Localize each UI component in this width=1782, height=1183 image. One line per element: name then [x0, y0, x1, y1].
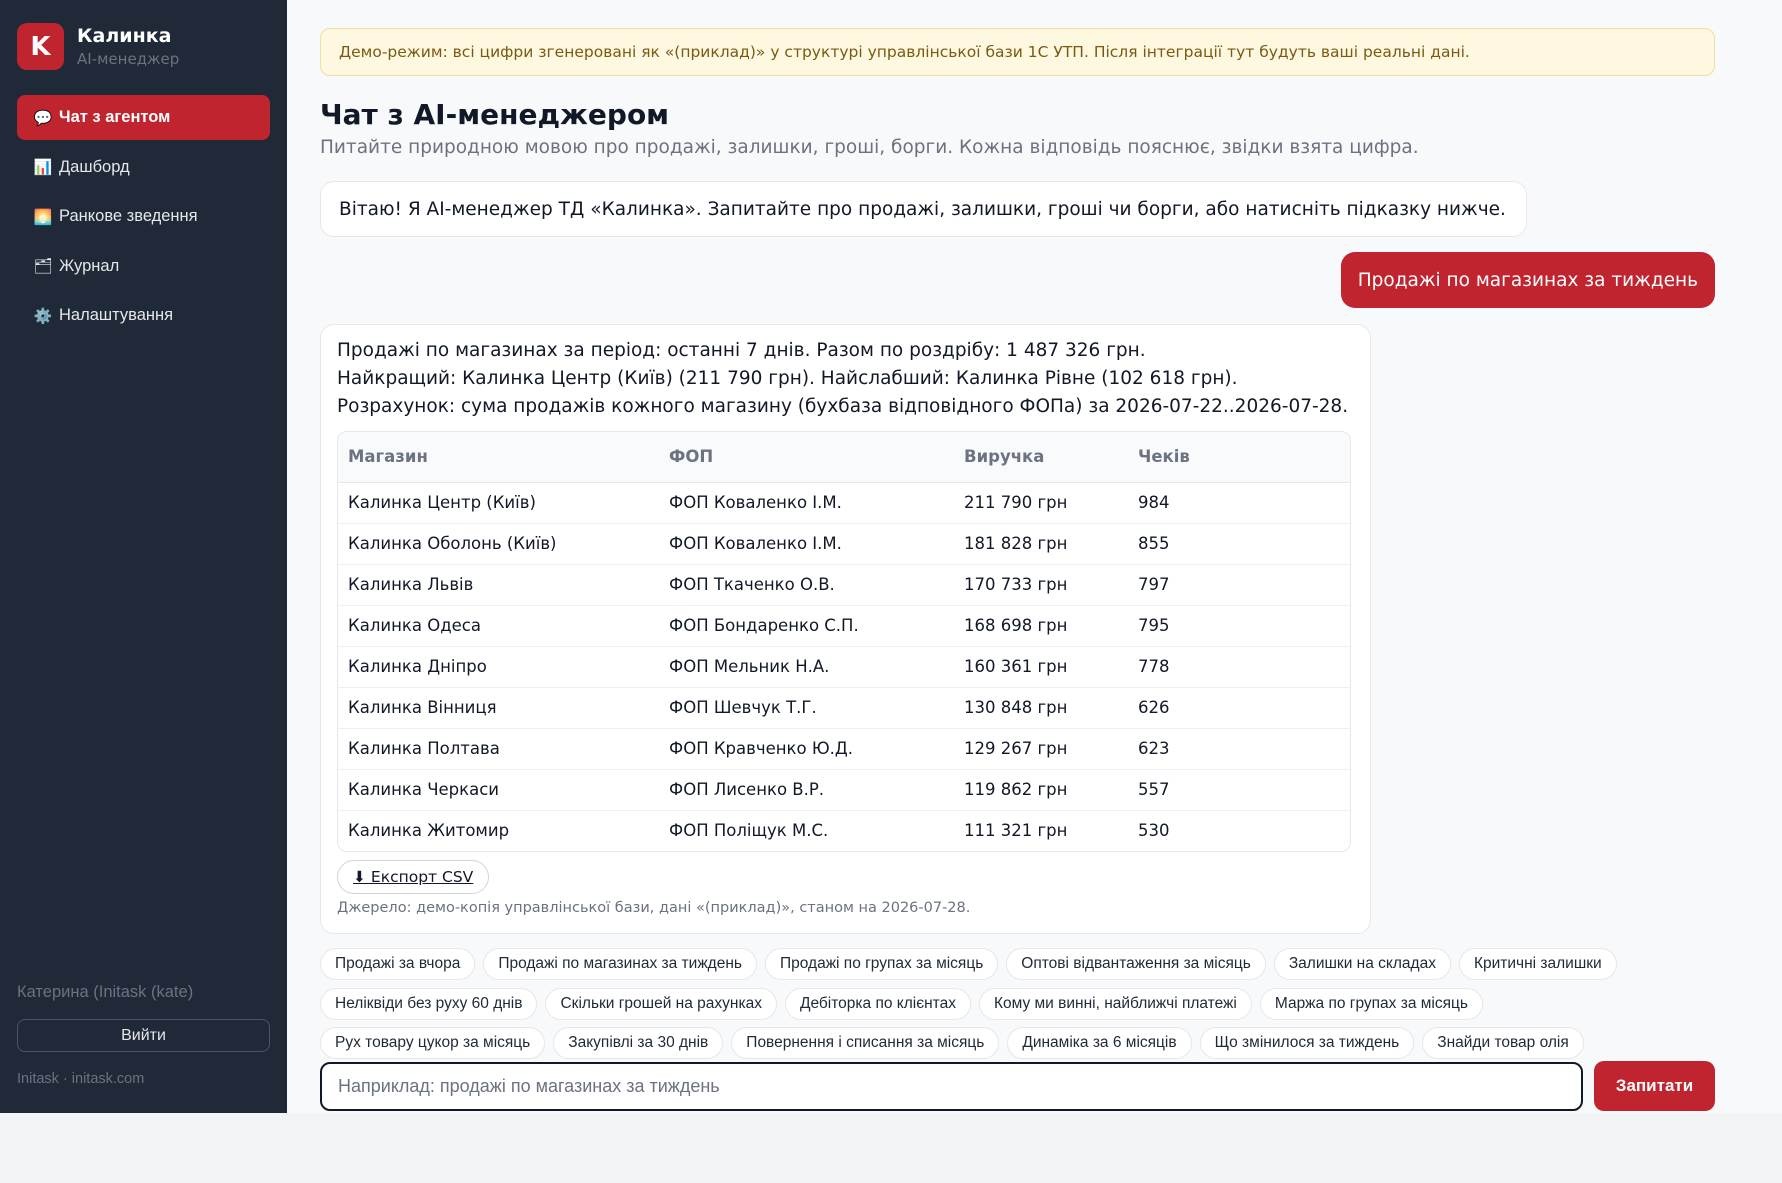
- suggestion-chip[interactable]: Критичні залишки: [1459, 948, 1617, 980]
- table-row: [338, 564, 1350, 605]
- table-cell: 626: [1128, 687, 1350, 728]
- sidebar-item-label: Ранкове зведення: [59, 207, 198, 225]
- table-cell: 170 733 грн: [954, 564, 1128, 605]
- table-row: [338, 687, 1350, 728]
- table-cell: ФОП Шевчук Т.Г.: [659, 687, 954, 728]
- user-name: Катерина (Initask (kate): [17, 983, 194, 1001]
- sidebar-item-2[interactable]: [17, 194, 270, 239]
- table-row: [338, 605, 1350, 646]
- answer-summary-line: Продажі по магазинах за період: останні 7 днів. Разом по роздрібу: 1 487 326 грн.: [337, 340, 1146, 361]
- sidebar-item-3[interactable]: [17, 244, 270, 289]
- table-cell: Калинка Полтава: [338, 728, 659, 769]
- page-title: Чат з AI-менеджером: [320, 98, 670, 131]
- bot-greeting-message: Вітаю! Я AI-менеджер ТД «Калинка». Запитайте про продажі, залишки, гроші чи борги, або натисніть підказку нижче.: [320, 181, 1527, 237]
- sidebar-item-label: Дашборд: [59, 157, 130, 176]
- table-cell: ФОП Ткаченко О.В.: [659, 564, 954, 605]
- suggestion-row: [320, 948, 1720, 981]
- suggestion-chip[interactable]: Знайди товар олія: [1422, 1027, 1584, 1059]
- page-subtitle: Питайте природною мовою про продажі, залишки, гроші, борги. Кожна відповідь пояснює, звідки взята цифра.: [320, 137, 1419, 158]
- column-header: Магазин: [338, 432, 659, 482]
- table-cell: 623: [1128, 728, 1350, 769]
- sidebar-item-label: Журнал: [59, 256, 120, 275]
- table-header-row: [338, 432, 1350, 482]
- user-message: Продажі по магазинах за тиждень: [1341, 252, 1715, 308]
- table-cell: 557: [1128, 769, 1350, 810]
- sidebar-footer: Initask · initask.com: [17, 1071, 145, 1087]
- suggestion-chip[interactable]: Скільки грошей на рахунках: [545, 988, 776, 1020]
- brand-subtitle: AI-менеджер: [77, 49, 180, 68]
- table-cell: 530: [1128, 810, 1350, 851]
- table-cell: 130 848 грн: [954, 687, 1128, 728]
- table-cell: 181 828 грн: [954, 523, 1128, 564]
- table-cell: 168 698 грн: [954, 605, 1128, 646]
- sidebar-nav: [17, 95, 270, 343]
- journal-icon: 🗂: [33, 258, 53, 275]
- dashboard-icon: 📊: [33, 159, 53, 176]
- table-cell: 855: [1128, 523, 1350, 564]
- suggestion-chip[interactable]: Дебіторка по клієнтах: [785, 988, 971, 1020]
- sidebar-item-1[interactable]: [17, 145, 270, 190]
- suggestion-chip[interactable]: Повернення і списання за місяць: [731, 1027, 999, 1059]
- suggestion-chip[interactable]: Рух товару цукор за місяць: [320, 1027, 545, 1059]
- table-cell: ФОП Лисенко В.Р.: [659, 769, 954, 810]
- table-cell: 984: [1128, 482, 1350, 523]
- column-header: ФОП: [659, 432, 954, 482]
- table-cell: 211 790 грн: [954, 482, 1128, 523]
- suggestion-chip[interactable]: Продажі по групах за місяць: [765, 948, 998, 980]
- table-cell: Калинка Вінниця: [338, 687, 659, 728]
- table-cell: ФОП Кравченко Ю.Д.: [659, 728, 954, 769]
- table-cell: Калинка Оболонь (Київ): [338, 523, 659, 564]
- table-cell: ФОП Бондаренко С.П.: [659, 605, 954, 646]
- export-csv-button[interactable]: ⬇ Експорт CSV: [337, 860, 489, 894]
- main-content: [287, 0, 1782, 1113]
- table-cell: ФОП Поліщук М.С.: [659, 810, 954, 851]
- table-row: [338, 810, 1350, 851]
- suggestion-row: [320, 1027, 1720, 1060]
- sidebar: [0, 0, 287, 1113]
- table-cell: 797: [1128, 564, 1350, 605]
- sidebar-item-label: Налаштування: [59, 306, 174, 324]
- table-row: [338, 482, 1350, 523]
- answer-calculation-line: Розрахунок: сума продажів кожного магазину (бухбаза відповідного ФОПа) за 2026-07-22..2026-07-28.: [337, 396, 1349, 417]
- suggestion-chip[interactable]: Продажі за вчора: [320, 948, 475, 980]
- suggestion-chip[interactable]: Динаміка за 6 місяців: [1007, 1027, 1191, 1059]
- column-header: Виручка: [954, 432, 1128, 482]
- table-cell: 119 862 грн: [954, 769, 1128, 810]
- page-bottom-area: [0, 1113, 1782, 1183]
- suggestion-chip[interactable]: Що змінилося за тиждень: [1200, 1027, 1415, 1059]
- suggestion-chip[interactable]: Оптові відвантаження за місяць: [1006, 948, 1266, 980]
- table-cell: 129 267 грн: [954, 728, 1128, 769]
- sidebar-item-label: Чат з агентом: [59, 108, 171, 126]
- table-cell: 111 321 грн: [954, 810, 1128, 851]
- suggestion-row: [320, 988, 1720, 1021]
- brand-logo: K: [17, 23, 64, 70]
- table-cell: Калинка Одеса: [338, 605, 659, 646]
- answer-source: Джерело: демо-копія управлінської бази, дані «(приклад)», станом на 2026-07-28.: [337, 900, 971, 916]
- brand-name: Калинка: [77, 24, 172, 47]
- answer-best-worst-line: Найкращий: Калинка Центр (Київ) (211 790 грн). Найслабший: Калинка Рівне (102 618 грн).: [337, 368, 1238, 389]
- suggestion-chip[interactable]: Продажі по магазинах за тиждень: [483, 948, 757, 980]
- table-cell: Калинка Центр (Київ): [338, 482, 659, 523]
- sidebar-item-4[interactable]: [17, 293, 270, 338]
- table-cell: ФОП Мельник Н.А.: [659, 646, 954, 687]
- suggestion-chip[interactable]: Кому ми винні, найближчі платежі: [979, 988, 1252, 1020]
- table-cell: 778: [1128, 646, 1350, 687]
- table-row: [338, 646, 1350, 687]
- demo-banner: Демо-режим: всі цифри згенеровані як «(приклад)» у структурі управлінської бази 1С УТП. Після інтеграції тут будуть ваші реальні дані.: [320, 28, 1715, 76]
- suggestion-chip[interactable]: Закупівлі за 30 днів: [553, 1027, 723, 1059]
- sidebar-item-0[interactable]: [17, 95, 270, 140]
- logout-button[interactable]: Вийти: [17, 1019, 270, 1052]
- suggestion-chip[interactable]: Залишки на складах: [1274, 948, 1451, 980]
- gear-icon: ⚙️: [33, 307, 53, 325]
- table-row: [338, 728, 1350, 769]
- table-row: [338, 523, 1350, 564]
- table-cell: 160 361 грн: [954, 646, 1128, 687]
- question-input[interactable]: [320, 1062, 1583, 1111]
- chat-icon: 💬: [33, 109, 53, 127]
- suggestion-chip[interactable]: Маржа по групах за місяць: [1260, 988, 1483, 1020]
- suggestion-chips: [320, 948, 1720, 1067]
- suggestion-chip[interactable]: Неліквіди без руху 60 днів: [320, 988, 537, 1020]
- table-cell: ФОП Коваленко І.М.: [659, 523, 954, 564]
- table-cell: Калинка Черкаси: [338, 769, 659, 810]
- column-header: Чеків: [1128, 432, 1350, 482]
- table-cell: 795: [1128, 605, 1350, 646]
- table-row: [338, 769, 1350, 810]
- sales-table: [337, 431, 1351, 852]
- table-cell: Калинка Житомир: [338, 810, 659, 851]
- sunrise-icon: 🌅: [33, 208, 53, 226]
- table-cell: Калинка Дніпро: [338, 646, 659, 687]
- table-cell: Калинка Львів: [338, 564, 659, 605]
- ask-button[interactable]: Запитати: [1594, 1061, 1715, 1111]
- brand: [17, 23, 179, 70]
- table-cell: ФОП Коваленко І.М.: [659, 482, 954, 523]
- bot-answer-message: [320, 324, 1371, 934]
